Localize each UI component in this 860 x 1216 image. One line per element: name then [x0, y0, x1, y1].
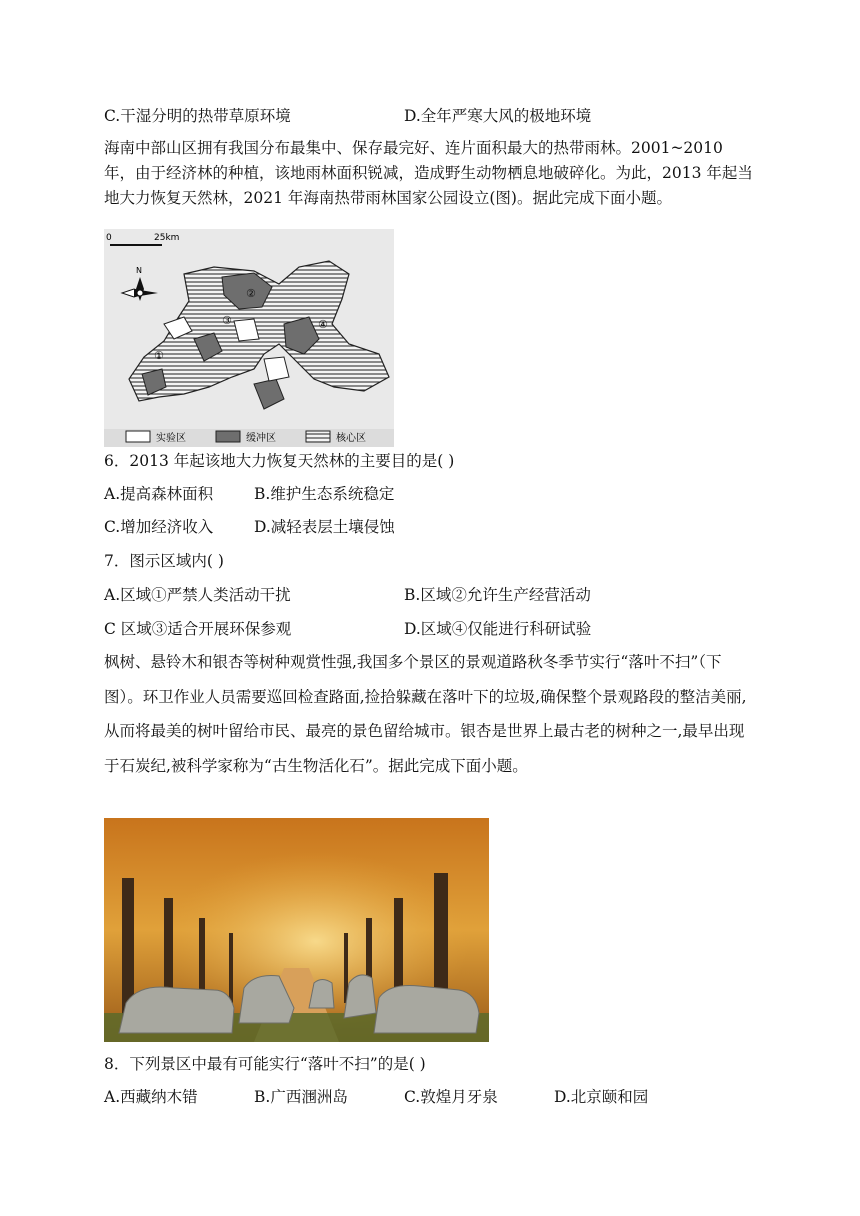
q8-option-c: C.敦煌月牙泉	[404, 1088, 498, 1106]
q6-option-d: D.减轻表层土壤侵蚀	[254, 518, 395, 536]
q7-option-c: C 区域③适合开展环保参观	[104, 620, 292, 638]
experimental-zone-shape	[234, 319, 259, 341]
legend-core: 核心区	[336, 433, 366, 444]
q6-stem: 6．2013 年起该地大力恢复天然林的主要目的是( )	[104, 452, 455, 470]
q7-option-b: B.区域②允许生产经营活动	[404, 586, 591, 604]
q8-option-b: B.广西涠洲岛	[254, 1088, 348, 1106]
q6-option-b: B.维护生态系统稳定	[254, 485, 395, 503]
map-figure	[104, 229, 394, 447]
q6-option-c: C.增加经济收入	[104, 518, 214, 536]
region-label-1: ①	[154, 349, 164, 362]
q6-option-a: A.提高森林面积	[104, 485, 214, 503]
q8-option-a: A.西藏纳木错	[104, 1088, 198, 1106]
q7-stem: 7．图示区域内( )	[104, 552, 224, 570]
q5-option-d: D.全年严寒大风的极地环境	[404, 107, 592, 125]
q8-stem: 8．下列景区中最有可能实行“落叶不扫”的是( )	[104, 1055, 426, 1073]
passage-fallen-leaves: 枫树、悬铃木和银杏等树种观赏性强,我国多个景区的景观道路秋冬季节实行“落叶不扫”（下图）。环卫作业人员需要巡回检查路面,捡拾躲藏在落叶下的垃圾,确保整个景观路段的整洁美丽,从而将最美的树叶留给市民、最亮的景色留给城市。银杏是世界上最古老的树种之一,最早出现于石炭纪,被科学家称为“古生物活化石”。据此完成下面小题。	[104, 653, 747, 775]
legend-experimental: 实验区	[156, 433, 186, 444]
region-label-3: ③	[222, 314, 232, 327]
autumn-avenue-photo	[104, 818, 489, 1042]
q7-option-d: D.区域④仅能进行科研试验	[404, 620, 592, 638]
region-label-4: ④	[318, 318, 328, 331]
q8-option-d: D.北京颐和园	[554, 1088, 649, 1106]
q5-option-c: C.干湿分明的热带草原环境	[104, 107, 291, 125]
passage-hainan: 海南中部山区拥有我国分布最集中、保存最完好、连片面积最大的热带雨林。2001~2010 年，由于经济林的种植，该地雨林面积锐减，造成野生动物栖息地破碎化。为此，2013 年起当地大力恢复天然林，2021 年海南热带雨林国家公园设立(图)。据此完成下面小题。	[104, 139, 753, 207]
legend-buffer: 缓冲区	[246, 433, 276, 444]
q7-option-a: A.区域①严禁人类活动干扰	[104, 586, 291, 604]
scale-zero: 0	[106, 233, 112, 243]
region-label-2: ②	[246, 287, 256, 300]
north-label: N	[136, 266, 142, 275]
map-legend	[126, 431, 366, 444]
hainan-park-map	[104, 229, 394, 447]
experimental-zone-shape	[264, 357, 289, 381]
scale-label: 25km	[154, 233, 180, 243]
